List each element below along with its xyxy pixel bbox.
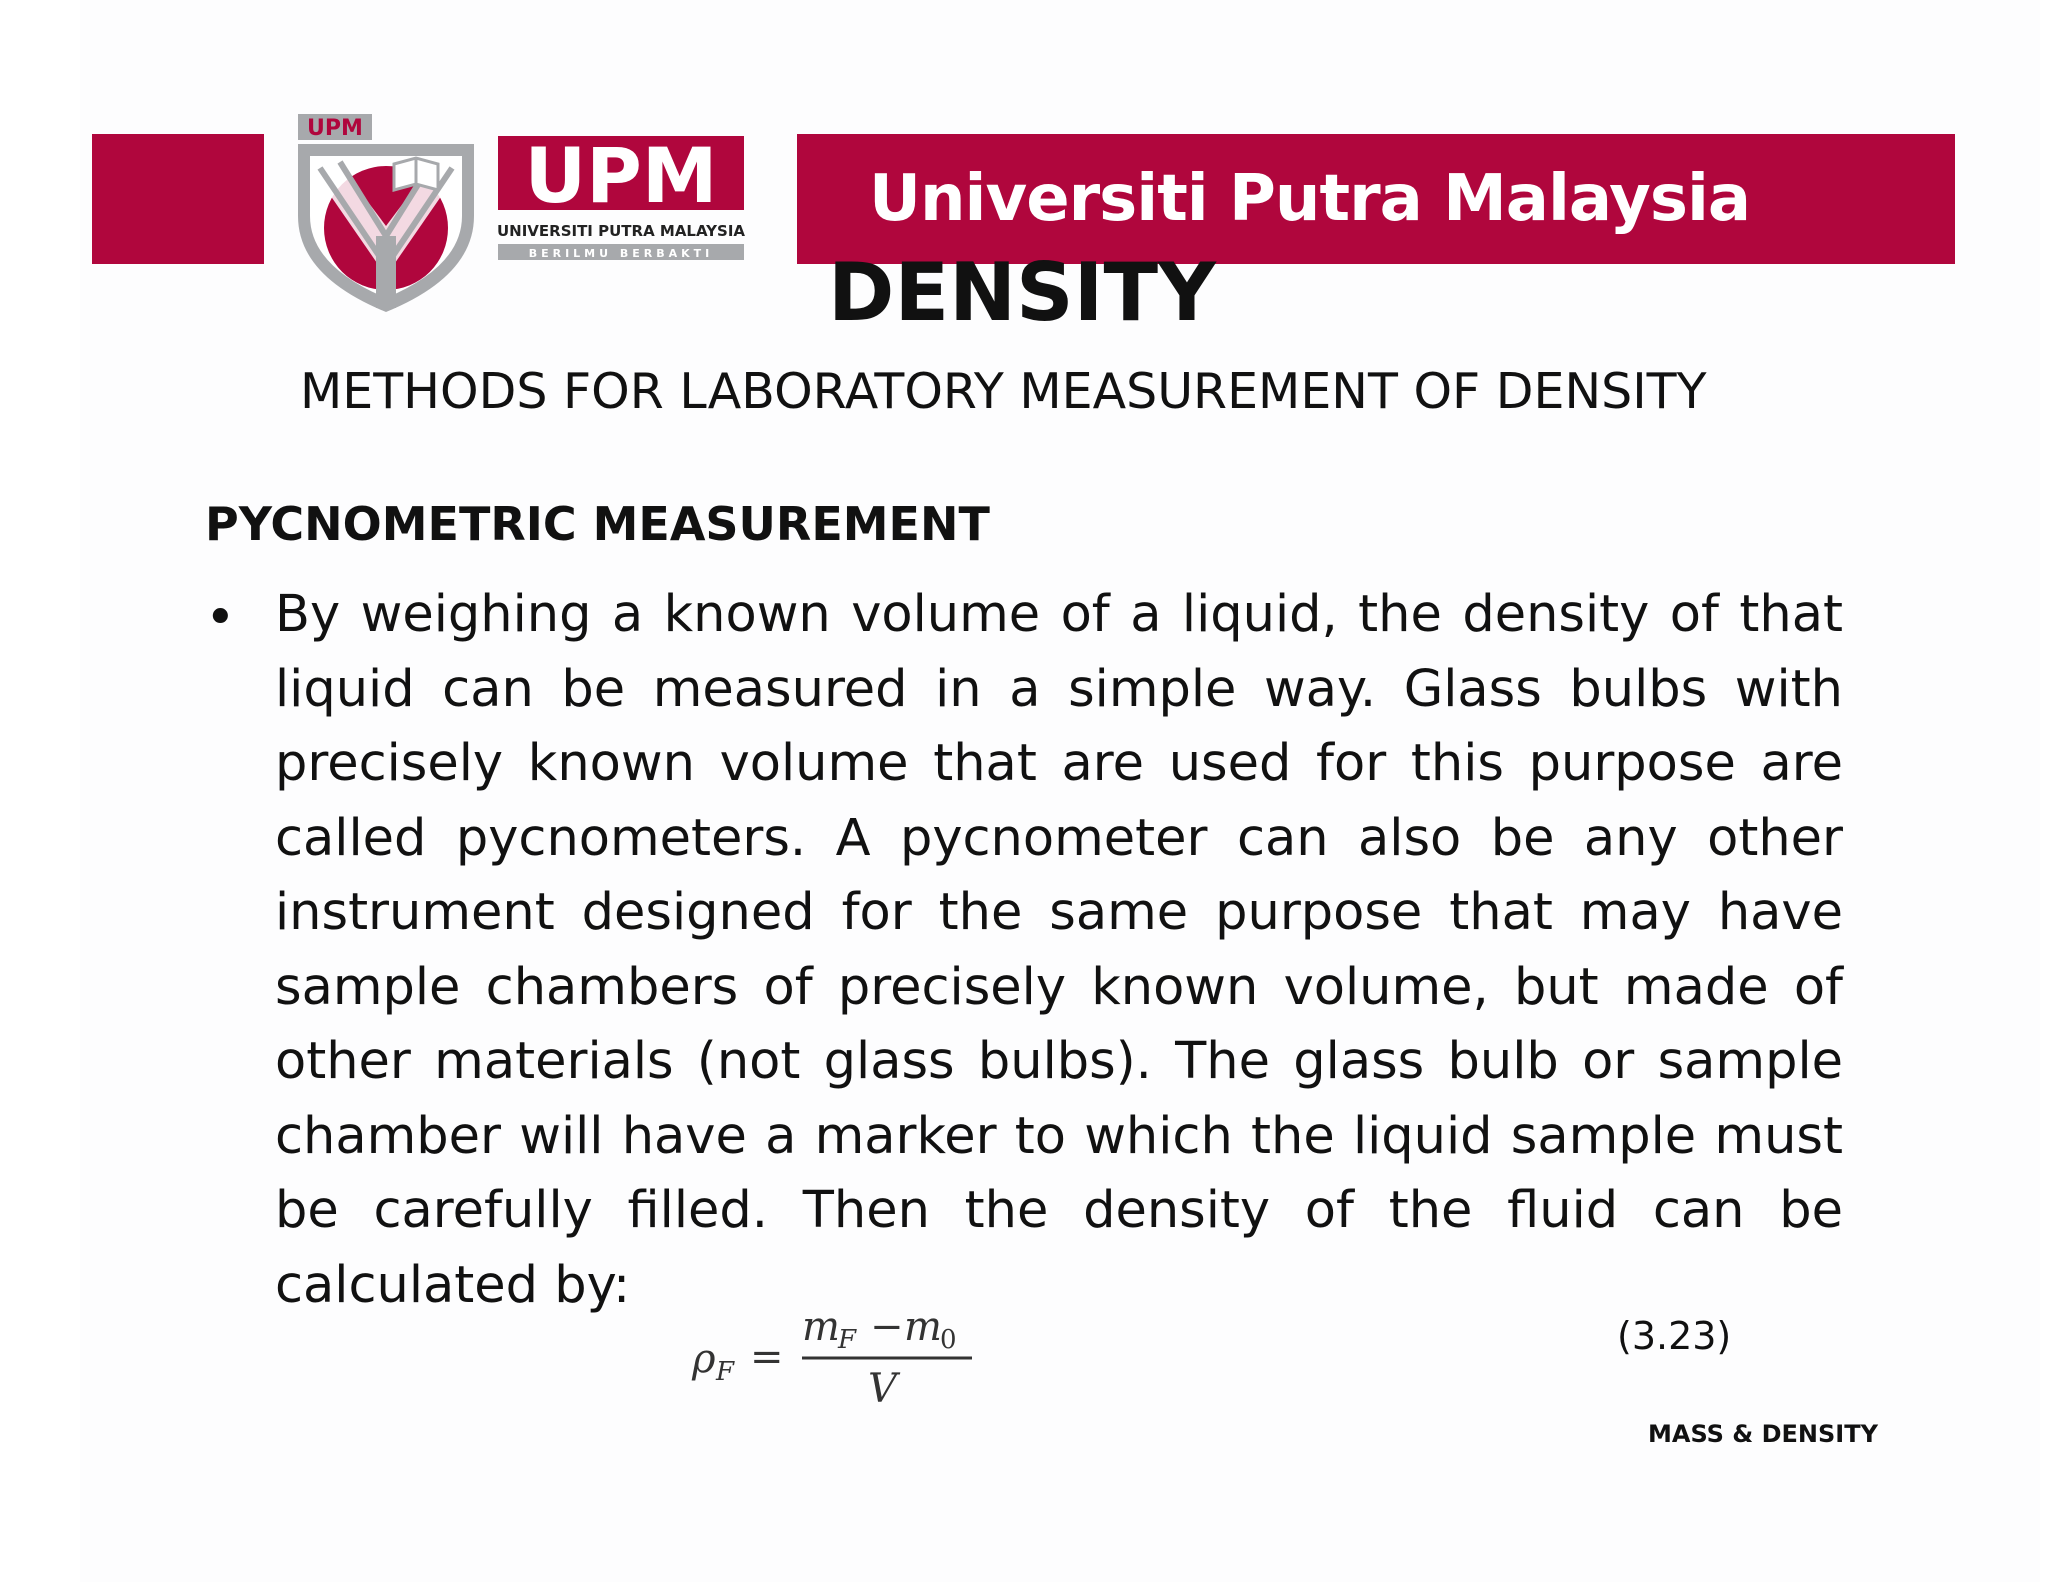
header-band-left <box>92 134 264 264</box>
svg-text:UNIVERSITI PUTRA MALAYSIA: UNIVERSITI PUTRA MALAYSIA <box>496 222 746 240</box>
svg-text:ρ: ρ <box>692 1336 716 1382</box>
svg-text:BERILMU BERBAKTI: BERILMU BERBAKTI <box>528 247 714 260</box>
bullet-icon: • <box>205 588 236 648</box>
svg-text:UPM: UPM <box>307 116 363 141</box>
svg-text:−: − <box>870 1304 904 1350</box>
svg-text:=: = <box>750 1334 784 1380</box>
svg-text:m: m <box>904 1304 942 1350</box>
svg-text:m: m <box>802 1304 840 1350</box>
svg-text:F: F <box>716 1357 735 1387</box>
svg-text:F: F <box>838 1325 857 1355</box>
footer-label: MASS & DENSITY <box>1648 1420 1878 1448</box>
bullet-paragraph: By weighing a known volume of a liquid, the density of that liquid can be measured in a simple way. Glass bulbs with precisely known volume that are used for this purpose are called pycnometers. A pycnometer can also be any other instrument designed for the same purpose that may have sample chambers of precisely known volume, but made of other materials (not glass bulbs). The glass bulb or sample chamber will have a marker to which the liquid sample must be carefully filled. Then the density of the fluid can be calculated by: <box>275 585 1843 1315</box>
svg-text:V: V <box>868 1366 897 1410</box>
university-name: Universiti Putra Malaysia <box>869 162 1751 236</box>
svg-text:UPM: UPM <box>524 134 718 220</box>
equation-number: (3.23) <box>1617 1314 1732 1358</box>
section-heading: PYCNOMETRIC MEASUREMENT <box>205 497 990 551</box>
density-formula-equation <box>690 1300 980 1410</box>
slide-subtitle: METHODS FOR LABORATORY MEASUREMENT OF DENSITY <box>300 363 1707 420</box>
svg-text:0: 0 <box>940 1325 957 1355</box>
slide-title: DENSITY <box>828 246 1216 339</box>
header-band-right <box>797 134 1955 264</box>
